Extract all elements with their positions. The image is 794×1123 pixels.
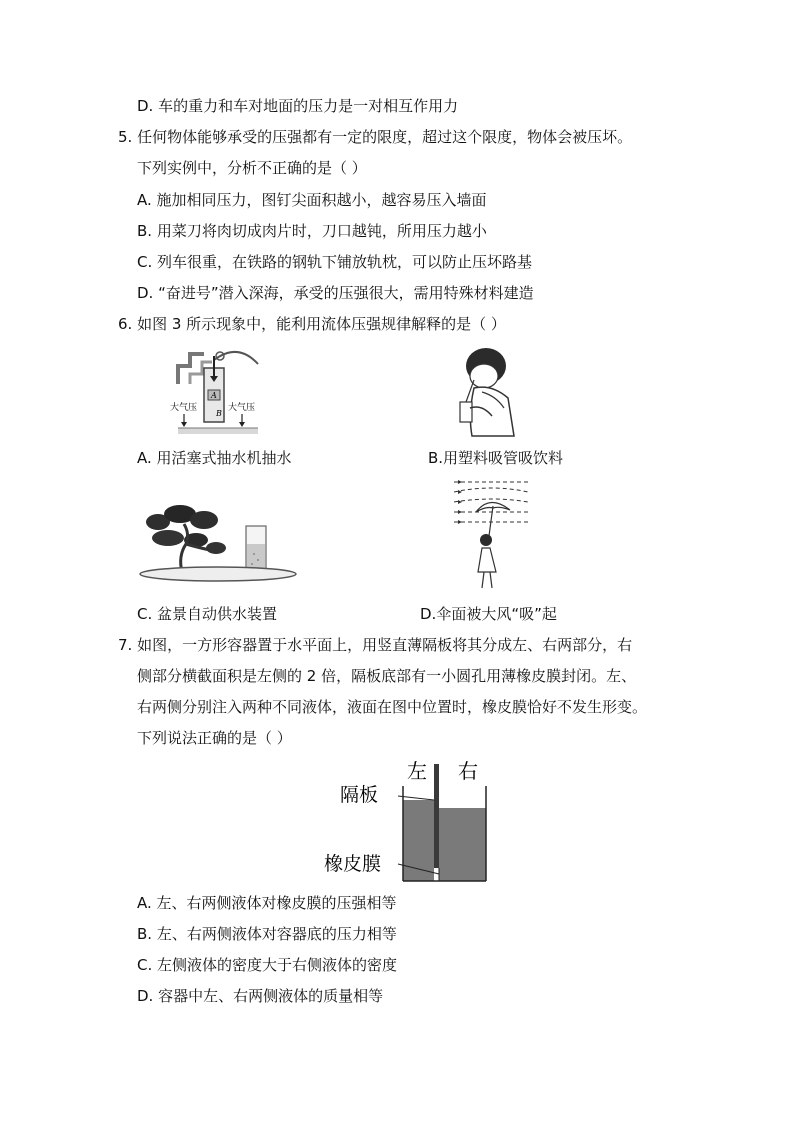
umbrella-wind-figure bbox=[452, 476, 532, 594]
q7-stem-line3: 右两侧分别注入两种不同液体，液面在图中位置时，橡皮膜恰好不发生形变。 bbox=[137, 698, 648, 716]
partition-label: 隔板 bbox=[340, 784, 379, 806]
right-side-label: 右 bbox=[458, 759, 478, 783]
q5-stem-line2: 下列实例中，分析不正确的是（ ） bbox=[137, 159, 367, 177]
q6-option-a: A. 用活塞式抽水机抽水 bbox=[137, 449, 292, 467]
atm-pressure-right-label: 大气压 bbox=[228, 403, 256, 413]
q5-option-c: C. 列车很重，在铁路的钢轨下铺放轨枕，可以防止压坏路基 bbox=[137, 253, 533, 271]
piston-pump-figure bbox=[168, 344, 268, 436]
q6-option-d: D.伞面被大风“吸”起 bbox=[420, 605, 557, 623]
q5-option-d: D. “奋进号”潜入深海，承受的压强很大，需用特殊材料建造 bbox=[137, 284, 534, 302]
q6-option-b: B.用塑料吸管吸饮料 bbox=[428, 449, 564, 467]
q7-option-c: C. 左侧液体的密度大于右侧液体的密度 bbox=[137, 956, 398, 974]
boy-straw-figure bbox=[452, 344, 532, 440]
q7-stem-line1: 7. 如图，一方形容器置于水平面上，用竖直薄隔板将其分成左、右两部分，右 bbox=[118, 636, 633, 654]
q7-option-a: A. 左、右两侧液体对橡皮膜的压强相等 bbox=[137, 894, 397, 912]
q5-option-a: A. 施加相同压力，图钉尖面积越小，越容易压入墙面 bbox=[137, 191, 487, 209]
q4-option-d: D. 车的重力和车对地面的压力是一对相互作用力 bbox=[137, 97, 459, 115]
left-side-label: 左 bbox=[407, 759, 427, 783]
q7-option-d: D. 容器中左、右两侧液体的质量相等 bbox=[137, 987, 384, 1005]
atm-pressure-left-label: 大气压 bbox=[170, 403, 198, 413]
point-a-label: A bbox=[211, 391, 217, 400]
q6-stem: 6. 如图 3 所示现象中，能利用流体压强规律解释的是（ ） bbox=[118, 315, 506, 333]
q6-option-c: C. 盆景自动供水装置 bbox=[137, 605, 278, 623]
q7-stem-line4: 下列说法正确的是（ ） bbox=[137, 729, 292, 747]
bonsai-water-supply-figure bbox=[138, 504, 298, 586]
q7-option-b: B. 左、右两侧液体对容器底的压力相等 bbox=[137, 925, 397, 943]
point-b-label: B bbox=[216, 409, 222, 418]
q5-stem-line1: 5. 任何物体能够承受的压强都有一定的限度，超过这个限度，物体会被压坏。 bbox=[118, 128, 633, 146]
q5-option-b: B. 用菜刀将肉切成肉片时，刀口越钝，所用压力越小 bbox=[137, 222, 487, 240]
q7-stem-line2: 侧部分横截面积是左侧的 2 倍，隔板底部有一小圆孔用薄橡皮膜封闭。左、 bbox=[137, 667, 637, 685]
membrane-label: 橡皮膜 bbox=[324, 853, 382, 875]
container-partition-figure bbox=[318, 756, 493, 888]
